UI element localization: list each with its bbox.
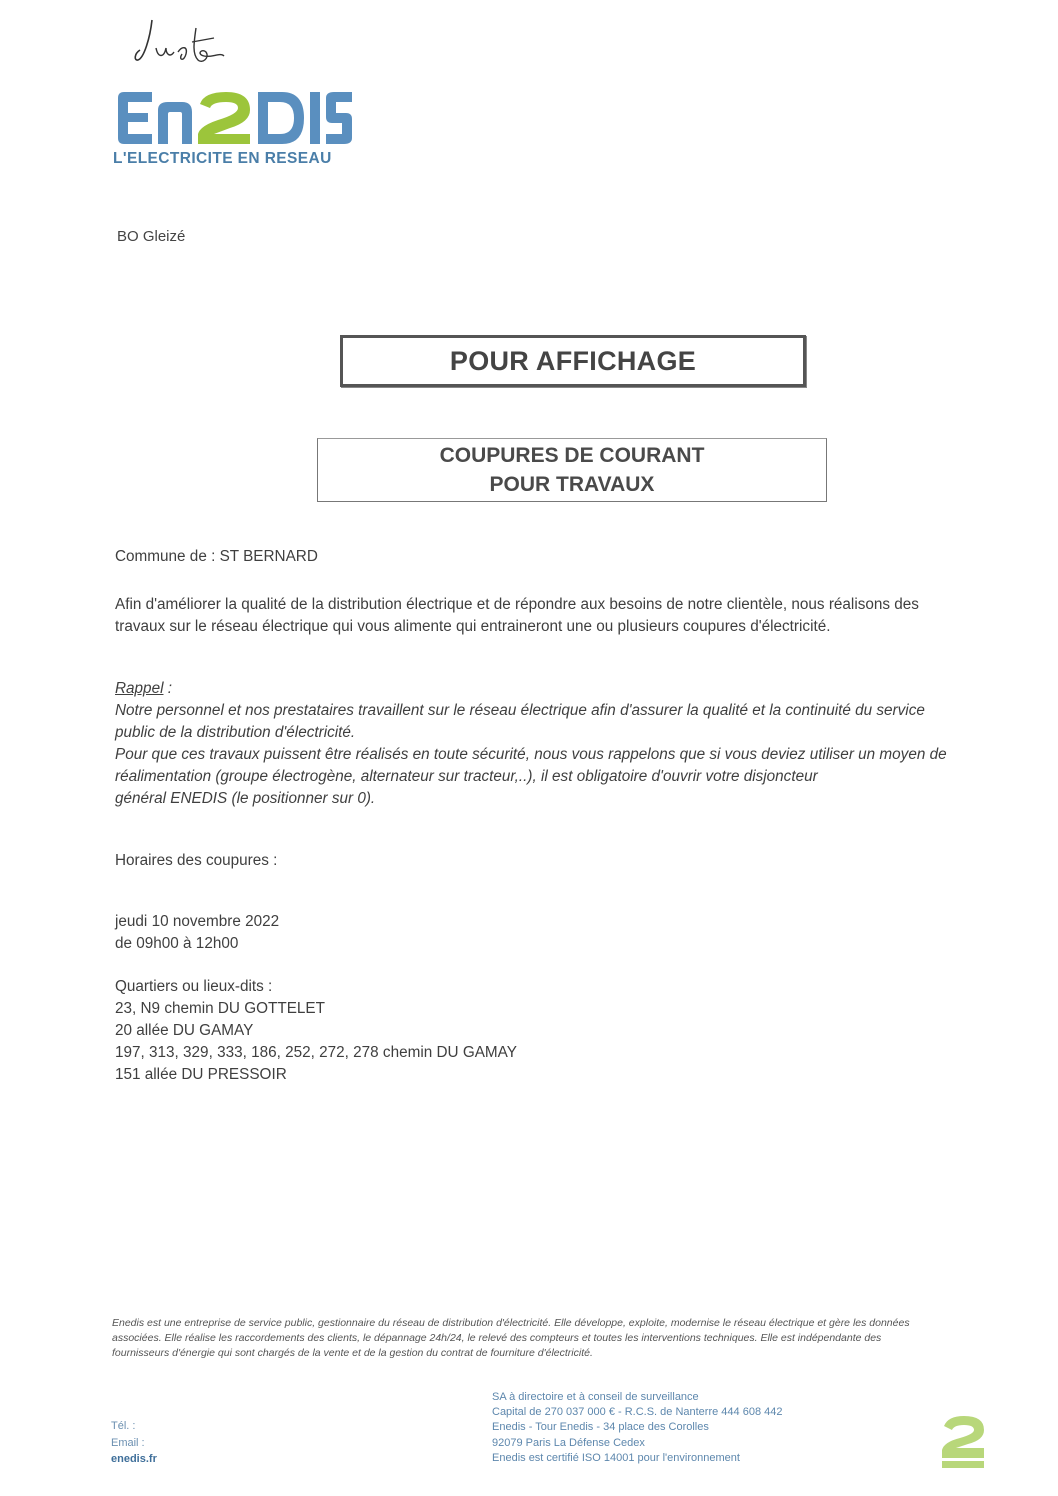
footer-email-label: Email : bbox=[111, 1436, 145, 1449]
posting-notice-label: POUR AFFICHAGE bbox=[449, 345, 697, 376]
reminder-label-suffix: : bbox=[163, 680, 172, 697]
location-item: 197, 313, 329, 333, 186, 252, 272, 278 chemin DU GAMAY bbox=[115, 1044, 517, 1061]
footer-website-link[interactable]: enedis.fr bbox=[111, 1453, 157, 1465]
brand-tagline: L'ELECTRICITE EN RESEAU bbox=[113, 150, 332, 167]
footer-company-line: Enedis est certifié ISO 14001 pour l'environnement bbox=[492, 1451, 740, 1464]
schedule-date: jeudi 10 novembre 2022 bbox=[115, 913, 280, 930]
locations-label: Quartiers ou lieux-dits : bbox=[115, 978, 273, 995]
notice-title-line1: COUPURES DE COURANT bbox=[439, 444, 705, 467]
handwritten-signature bbox=[132, 8, 252, 78]
footer-tel-label: Tél. : bbox=[111, 1420, 136, 1432]
reminder-heading bbox=[115, 678, 1015, 700]
intro-line: Afin d'améliorer la qualité de la distribution électrique et de répondre aux besoins de notre clientèle, nous réalisons des bbox=[115, 596, 919, 613]
locations-block bbox=[115, 976, 517, 1086]
schedule-time: de 09h00 à 12h00 bbox=[115, 935, 239, 952]
posting-notice-box bbox=[340, 335, 806, 387]
schedule-label: Horaires des coupures : bbox=[115, 852, 278, 869]
enedis-logo bbox=[112, 88, 352, 148]
footer-company-line: 92079 Paris La Défense Cedex bbox=[492, 1436, 645, 1449]
location-item: 151 allée DU PRESSOIR bbox=[115, 1066, 287, 1083]
footer-company-line: Enedis - Tour Enedis - 34 place des Corolles bbox=[492, 1421, 709, 1434]
footer-company-line: SA à directoire et à conseil de surveillance bbox=[492, 1391, 699, 1403]
footer-legal-line: fournisseurs d'énergie qui sont chargés de la vente et de la gestion du contrat de fourniture d'électricité. bbox=[112, 1347, 593, 1359]
footer-legal-line: Enedis est une entreprise de service public, gestionnaire du réseau de distribution d'électricité. Elle développe, exploite, modernise le réseau électrique et gère les données bbox=[112, 1317, 910, 1329]
commune-line: Commune de : ST BERNARD bbox=[115, 548, 318, 565]
sender-office: BO Gleizé bbox=[117, 228, 186, 245]
footer-contact bbox=[111, 1418, 157, 1468]
reminder-line: public de la distribution d'électricité. bbox=[115, 724, 356, 741]
enedis-small-logo-icon bbox=[936, 1414, 992, 1470]
reminder-line: Pour que ces travaux puissent être réalisés en toute sécurité, nous vous rappelons que si vous deviez utiliser un moyen de bbox=[115, 746, 947, 763]
location-item: 20 allée DU GAMAY bbox=[115, 1022, 254, 1039]
schedule-block bbox=[115, 911, 279, 955]
footer-legal-line: associées. Elle réalise les raccordements des clients, le dépannage 24h/24, le relevé des compteurs et toutes les interventions techniques. Elle est indépendante des bbox=[112, 1332, 882, 1344]
footer-company-info bbox=[492, 1390, 782, 1466]
reminder-section bbox=[115, 678, 1015, 810]
reminder-line: Notre personnel et nos prestataires travaillent sur le réseau électrique afin d'assurer la qualité et la continuité du service bbox=[115, 702, 925, 719]
reminder-line: réalimentation (groupe électrogène, alternateur sur tracteur,..), il est obligatoire d'ouvrir votre disjoncteur bbox=[115, 768, 818, 785]
location-item: 23, N9 chemin DU GOTTELET bbox=[115, 1000, 325, 1017]
footer-company-line: Capital de 270 037 000 € - R.C.S. de Nanterre 444 608 442 bbox=[492, 1406, 783, 1419]
reminder-label: Rappel bbox=[115, 680, 164, 697]
reminder-line: général ENEDIS (le positionner sur 0). bbox=[115, 790, 376, 807]
intro-paragraph bbox=[115, 594, 1015, 638]
footer-legal-notice bbox=[112, 1316, 992, 1361]
intro-line: travaux sur le réseau électrique qui vous alimente qui entraineront une ou plusieurs coupures d'électricité. bbox=[115, 618, 831, 635]
notice-title-line2: POUR TRAVAUX bbox=[489, 473, 655, 496]
notice-title-box bbox=[317, 438, 827, 502]
